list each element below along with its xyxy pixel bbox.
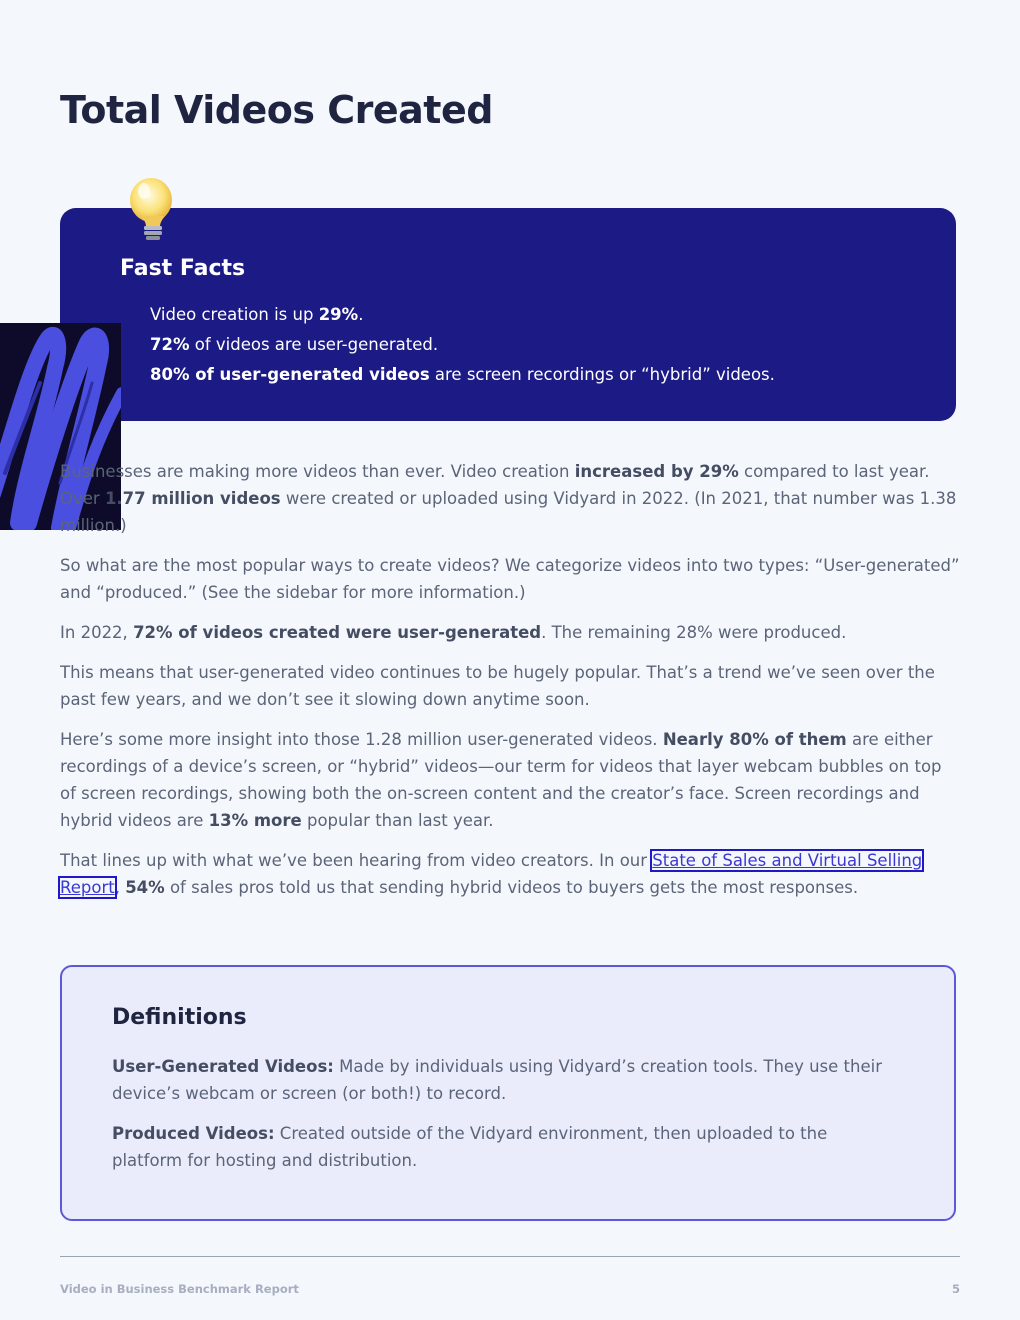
fast-fact-item: Video creation is up 29%. bbox=[150, 305, 364, 324]
definition-item: User-Generated Videos: Made by individuals using Vidyard’s creation tools. They use their device’s webcam or screen (or both!) to record. bbox=[112, 1057, 882, 1103]
paragraph: Businesses are making more videos than ever. Video creation increased by 29% compared to last year. Over 1.77 million videos were created or uploaded using Vidyard in 2022. (In 2021, that number was 1.38 million.) bbox=[60, 462, 957, 535]
footer-divider bbox=[60, 1256, 960, 1257]
definitions-box bbox=[60, 965, 956, 1221]
report-link[interactable]: State of Sales and Virtual Selling Report bbox=[60, 851, 923, 897]
paragraph: So what are the most popular ways to create videos? We categorize videos into two types: “User-generated” and “produced.” (See the sidebar for more information.) bbox=[60, 556, 960, 602]
fast-facts-list bbox=[150, 300, 775, 390]
page-number: 5 bbox=[951, 1282, 960, 1296]
footer-report-title: Video in Business Benchmark Report bbox=[60, 1282, 299, 1296]
fast-fact-item: 80% of user-generated videos are screen recordings or “hybrid” videos. bbox=[150, 365, 775, 384]
article-body bbox=[60, 458, 962, 914]
page-title: Total Videos Created bbox=[60, 88, 493, 132]
paragraph: That lines up with what we’ve been hearing from video creators. In our State of Sales and Virtual Selling Report, 54% of sales pros told us that sending hybrid videos to buyers gets the most responses. bbox=[60, 851, 923, 897]
definitions-title: Definitions bbox=[112, 1005, 247, 1030]
paragraph: Here’s some more insight into those 1.28 million user-generated videos. Nearly 80% of them are either recordings of a device’s screen, or “hybrid” videos—our term for videos that layer webcam bubbles on top of screen recordings, showing both the on-screen content and the creator’s face. Screen recordings and hybrid videos are 13% more popular than last year. bbox=[60, 730, 942, 830]
paragraph: In 2022, 72% of videos created were user-generated. The remaining 28% were produced. bbox=[60, 623, 847, 642]
lightbulb-icon bbox=[108, 160, 204, 250]
fast-facts-title: Fast Facts bbox=[120, 256, 246, 281]
paragraph: This means that user-generated video continues to be hugely popular. That’s a trend we’ve seen over the past few years, and we don’t see it slowing down anytime soon. bbox=[60, 663, 935, 709]
definition-item: Produced Videos: Created outside of the Vidyard environment, then uploaded to the platform for hosting and distribution. bbox=[112, 1124, 828, 1170]
fast-fact-item: 72% of videos are user-generated. bbox=[150, 335, 439, 354]
